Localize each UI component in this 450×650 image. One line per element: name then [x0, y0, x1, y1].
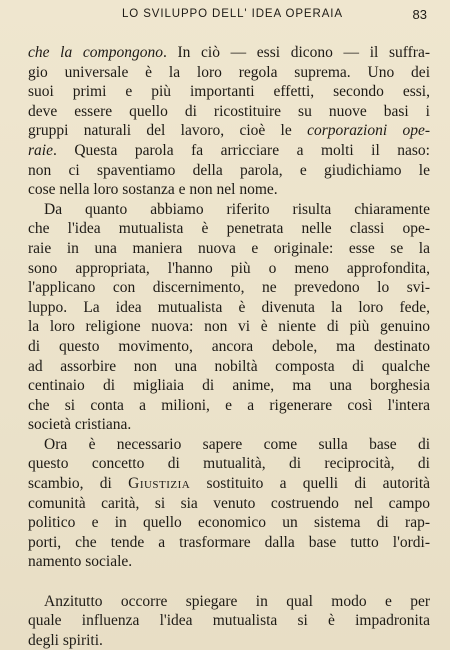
text-line	[28, 298, 430, 318]
text-segment: che si conta a milioni, e a rigenerare così l'intera	[28, 396, 430, 414]
running-head	[27, 8, 427, 24]
text-line	[28, 357, 430, 377]
text-segment: namento sociale.	[28, 553, 133, 571]
text-segment: . Questa parola fa arricciare a molti il naso:	[52, 141, 430, 159]
italic-text: corporazioni ope-	[307, 122, 430, 140]
text-segment: sostituito a quelli di autorità	[190, 475, 431, 493]
text-line	[28, 631, 430, 650]
italic-text: raie	[28, 141, 53, 159]
body-text	[28, 43, 430, 650]
text-line	[28, 454, 430, 474]
text-line	[28, 43, 430, 63]
text-segment: Anzitutto occorre spiegare in qual modo e per	[44, 592, 430, 610]
text-segment: Da quanto abbiamo riferito risulta chiaramente	[44, 200, 430, 218]
text-segment: di questo movimento, ancora debole, ma destinato	[28, 337, 430, 355]
text-line	[28, 376, 430, 396]
text-line	[28, 219, 430, 239]
text-line	[28, 102, 430, 122]
text-line	[28, 552, 430, 572]
text-line	[28, 141, 430, 161]
text-segment: gruppi naturali del lavoro, cioè le	[28, 122, 308, 140]
text-line	[28, 63, 430, 83]
text-segment: gio universale è la loro regola suprema. Uno dei	[28, 63, 430, 81]
text-segment: sono appropriata, l'hanno più o meno approfondita,	[28, 259, 430, 277]
text-segment: politico e in quello economico un sistema di rap-	[28, 514, 430, 532]
text-segment: la loro religione nuova: non vi è niente di più genuino	[28, 318, 430, 336]
text-segment: luppo. La idea mutualista è divenuta la loro fede,	[28, 298, 430, 316]
text-line	[28, 200, 430, 220]
text-line	[28, 278, 430, 298]
italic-text: che la compongono	[28, 44, 163, 61]
text-line	[28, 415, 430, 435]
text-line	[28, 259, 430, 279]
text-line	[28, 513, 430, 533]
text-line	[28, 317, 430, 337]
text-segment: che l'idea mutualista è penetrata nelle classi ope-	[28, 220, 430, 238]
text-segment: quale influenza l'idea mutualista si è impadronita	[28, 612, 430, 630]
text-segment: scambio, di	[28, 475, 129, 493]
text-line	[28, 494, 430, 514]
text-segment: porti, che tende a trasformare dalla base tutto l'ordi-	[28, 533, 430, 551]
text-line	[28, 474, 430, 494]
paragraph-gap	[28, 572, 430, 592]
text-segment: cose nella loro sostanza e non nel nome.	[28, 181, 278, 199]
small-caps-text: Giustizia	[128, 475, 191, 493]
text-segment: non ci spaventiamo della parola, e giudichiamo le	[28, 161, 430, 179]
text-segment: società cristiana.	[28, 416, 132, 434]
text-line	[28, 611, 430, 631]
text-segment: raie in una maniera nuova e originale: esse se la	[28, 239, 430, 257]
text-line	[28, 121, 430, 141]
text-segment: ad assorbire non una nobiltà composta di qualche	[28, 357, 430, 375]
running-head-title: LO SVILUPPO DELL' IDEA OPERAIA	[122, 8, 343, 20]
text-segment: centinaio di migliaia di anime, ma una borghesia	[28, 377, 430, 395]
text-segment: comunità carità, si sia venuto costruendo nel campo	[28, 494, 430, 512]
text-segment: questo concetto di mutualità, di reciprocità, di	[28, 455, 430, 473]
text-line	[28, 239, 430, 259]
text-segment: l'applicano con discernimento, ne prevedono lo svi-	[28, 279, 430, 297]
text-line	[28, 533, 430, 553]
text-segment: degli spiriti.	[28, 631, 103, 649]
text-line	[28, 180, 430, 200]
text-segment: suoi primi e più importanti effetti, secondo essi,	[28, 83, 430, 101]
text-line	[28, 592, 430, 612]
text-line	[28, 435, 430, 455]
text-line	[28, 82, 430, 102]
text-line	[28, 396, 430, 416]
text-segment: deve essere quello di ricostituire su nuove basi i	[28, 102, 430, 120]
text-segment: . In ciò — essi dicono — il suffra-	[162, 44, 430, 61]
text-line	[28, 161, 430, 181]
text-line	[28, 337, 430, 357]
page-number: 83	[412, 7, 427, 22]
text-segment: Ora è necessario sapere come sulla base di	[44, 435, 430, 453]
